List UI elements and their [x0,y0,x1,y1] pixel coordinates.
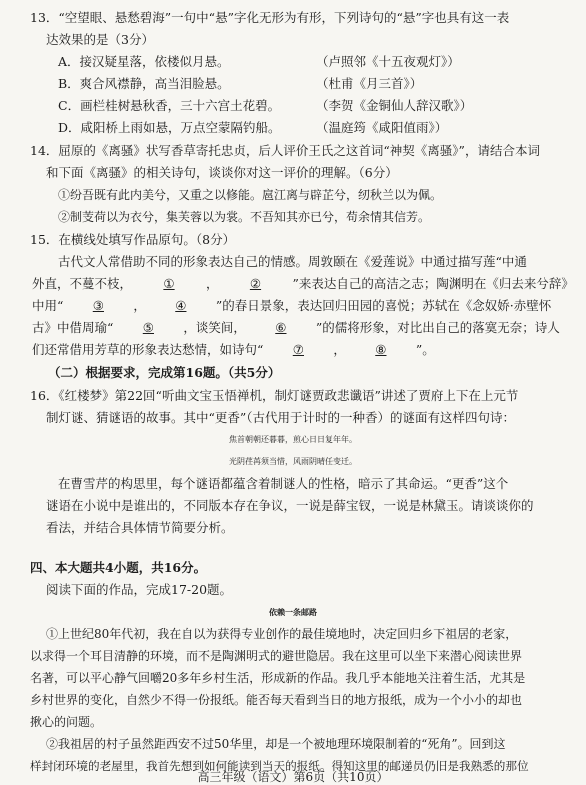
answer-blank-6[interactable]: ⑥ [275,320,287,335]
q14-poem-1: ①纷吾既有此内美兮，又重之以修能。扈江离与辟芷兮，纫秋兰以为佩。 [58,188,443,202]
answer-blank-5[interactable]: ⑤ [142,320,154,335]
section-2-heading: （二）根据要求，完成第16题。（共5分） [48,365,281,380]
q15-paragraph-line1: 古代文人常借助不同的形象表达自己的情感。周敦颐在《爱莲说》中通过描写莲“中通 [58,254,527,269]
q15-paragraph-line2: 外直，不蔓不枝， ① ， ② ”来表达自己的高洁之志；陶渊明在《归去来兮辞》 [32,276,574,291]
q13-option-b: B．爽合风襟静，高当泪脸悬。 [58,76,230,91]
q16-stem-line2: 制灯谜、猜谜语的故事。其中“更香”（古代用于计时的一种香）的谜面有这样四句诗： [46,410,516,425]
page-footer: 高三年级（语文）第6页（共10页） [197,770,389,784]
answer-blank-2[interactable]: ② [249,276,262,291]
answer-blank-3[interactable]: ③ [92,298,104,313]
q15-paragraph-line3: 中用“ ③ ， ④ ”的春日景象，表达回归田园的喜悦；苏轼在《念奴娇·赤壁怀 [32,298,552,313]
q13-option-d: D．咸阳桥上雨如悬，万点空蒙隔钓船。 [58,120,281,135]
q16-paragraph-line2: 谜语在小说中是谁出的，不同版本存在争议，一说是薛宝钗，一说是林黛玉。请谈谈你的 [46,498,534,513]
reading-line-5: 揪心的问题。 [30,715,103,729]
q15-paragraph-line5: 们还常借用芳草的形象表达愁情，如诗句“ ⑦ ， ⑧ ”。 [32,342,435,357]
q14-poem-2: ②制芰荷以为衣兮，集芙蓉以为裳。不吾知其亦已兮，苟余情其信芳。 [58,210,431,224]
q16-paragraph-line3: 看法，并结合具体情节简要分析。 [46,520,234,535]
q14-stem-line2: 和下面《离骚》的相关诗句，谈谈你对这一评价的理解。（6分） [46,165,398,180]
answer-blank-1[interactable]: ① [163,276,175,291]
section-4-heading: 四、本大题共4小题，共16分。 [30,560,207,575]
q13-stem-line2: 达效果的是（3分） [46,32,154,47]
q13-option-b-source: （杜甫《月三首》） [316,76,423,91]
q16-riddle-line2: 光阴荏苒须当惜，风雨阴晴任变迁。 [229,457,357,466]
q15-stem: 15．在横线处填写作品原句。（8分） [30,232,236,247]
reading-line-6: ②我祖居的村子虽然距西安不过50华里，却是一个被地理环境限制着的“死角”。回到这 [46,737,506,751]
q13-option-a-source: （卢照邻《十五夜观灯》） [316,54,460,69]
q13-option-d-source: （温庭筠《咸阳值雨》） [316,120,448,135]
q14-stem-line1: 14．屈原的《离骚》状写香草寄托忠贞，后人评价王氏之这首词“神契《离骚》”，请结合本词 [30,143,540,158]
reading-line-3: 名著，可以平心静气回嚼20多年乡村生活，形成新的作品。我几乎本能地关注着生活，尤其是 [30,671,526,685]
q13-option-a: A．接汉疑星落，依楼似月悬。 [58,54,230,69]
q13-option-c-source: （李贺《金铜仙人辞汉歌》） [316,98,473,113]
reading-line-4: 乡村世界的变化，自然少不得一份报纸。能否每天看到当日的地方报纸，成为一个小小的却也 [30,693,523,707]
q13-option-c: C．画栏桂树悬秋香，三十六宫土花碧。 [58,98,281,113]
reading-line-2: 以求得一个耳目清静的环境，而不是陶渊明式的避世隐居。我在这里可以坐下来潜心阅读世界 [30,649,523,663]
reading-title: 依赖一条邮路 [269,607,317,617]
reading-line-7: 样封闭环境的老屋里，我首先想到如何能读到当天的报纸。得知这里的邮递员仍旧是我熟悉的那位 [30,759,529,773]
answer-blank-7[interactable]: ⑦ [292,342,304,357]
section-4-instruction: 阅读下面的作品，完成17-20题。 [46,582,233,597]
q16-stem-line1: 16．《红楼梦》第22回“听曲文宝玉悟禅机，制灯谜贾政悲谶语”讲述了贾府上下在上元节 [30,388,519,403]
reading-line-1: ①上世纪80年代初，我在自以为获得专业创作的最佳境地时，决定回归乡下祖居的老家， [46,627,518,641]
q16-paragraph-line1: 在曹雪芹的构思里，每个谜语都蕴含着制谜人的性格，暗示了其命运。“更香”这个 [58,476,509,491]
answer-blank-4[interactable]: ④ [175,298,187,313]
q13-stem-line1: 13．“空望眼、悬愁碧海”一句中“悬”字化无形为有形，下列诗句的“悬”字也具有这一表 [30,10,510,25]
answer-blank-8[interactable]: ⑧ [375,342,387,357]
q15-paragraph-line4: 古》中借周瑜“ ⑤ ，谈笑间， ⑥ ”的儒将形象，对比出自己的落寞无奈；诗人 [32,320,560,335]
q16-riddle-line1: 焦首朝朝还暮暮，煎心日日复年年。 [229,435,357,444]
